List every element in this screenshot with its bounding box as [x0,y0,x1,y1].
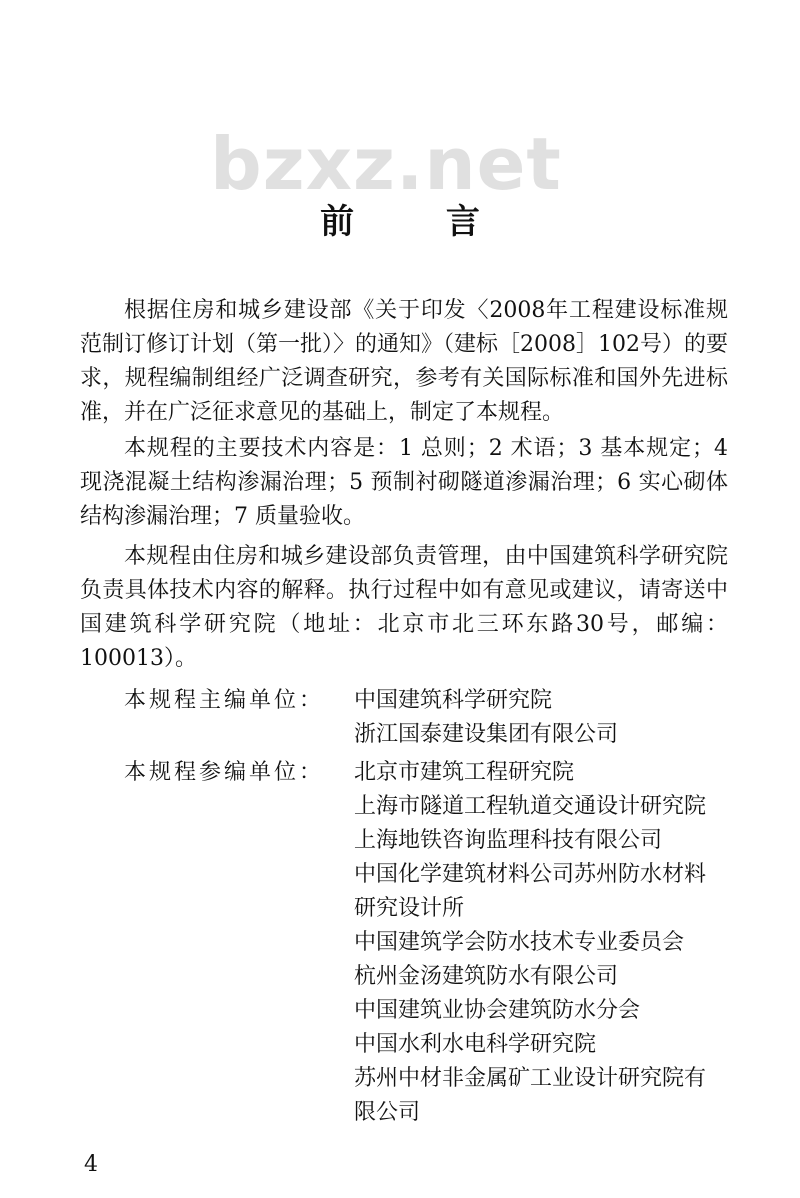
participating-unit: 限公司 [354,1100,421,1125]
page-title: 前 言 [320,202,520,242]
watermark: bzxz.net [210,122,562,206]
chief-editor-label: 本规程主编单位： [124,688,325,713]
participating-unit: 中国水利水电科学研究院 [354,1032,597,1057]
participating-row [124,756,354,790]
paragraph-basis: 根据住房和城乡建设部《关于印发〈2008年工程建设标准规范制订修订计划（第一批）〉的通知》（建标［2008］102号）的要求，规程编制组经广泛调查研究，参考有关国际标准和国外先进标准，并在广泛征求意见的基础上，制定了本规程。 [80,298,728,425]
paragraph-contents: 本规程的主要技术内容是：1 总则；2 术语；3 基本规定；4 现浇混凝土结构渗漏治理；5 预制衬砌隧道渗漏治理；6 实心砌体结构渗漏治理；7 质量验收。 [80,436,728,529]
participating-unit: 北京市建筑工程研究院 [354,760,575,785]
participating-unit: 上海市隧道工程轨道交通设计研究院 [354,794,707,819]
participating-unit: 上海地铁咨询监理科技有限公司 [354,828,663,853]
chief-editor-unit: 中国建筑科学研究院 [354,688,553,713]
chief-editor-unit: 浙江国泰建设集团有限公司 [354,722,619,747]
participating-unit: 研究设计所 [354,896,465,921]
participating-unit: 中国建筑学会防水技术专业委员会 [354,930,685,955]
chief-editor-list [354,684,734,752]
participating-list [354,756,734,1130]
page-number: 4 [84,1152,98,1177]
paragraph-management: 本规程由住房和城乡建设部负责管理，由中国建筑科学研究院负责具体技术内容的解释。执行过程中如有意见或建议，请寄送中国建筑科学研究院（地址：北京市北三环东路30号，邮编：100013）。 [80,544,728,671]
participating-unit: 中国化学建筑材料公司苏州防水材料 [354,862,707,887]
participating-unit: 杭州金汤建筑防水有限公司 [354,964,619,989]
participating-unit: 中国建筑业协会建筑防水分会 [354,998,641,1023]
participating-unit: 苏州中材非金属矿工业设计研究院有 [354,1066,707,1091]
participating-label: 本规程参编单位： [124,760,325,785]
chief-editor-row [124,684,354,718]
